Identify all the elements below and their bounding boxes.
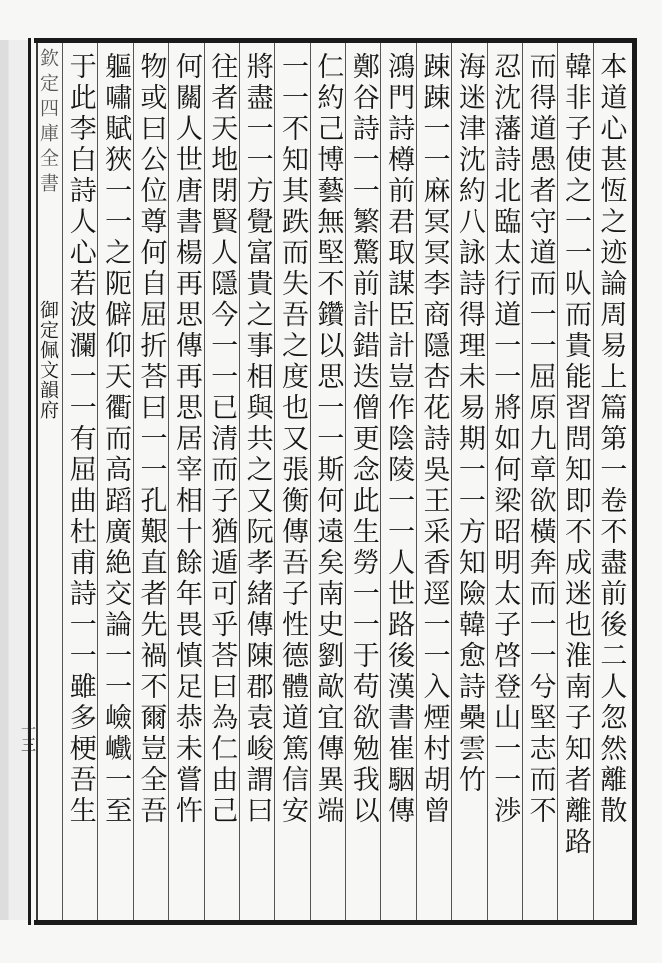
text-column-4: 忍沈藩詩北臨太行道一一將如何梁昭明太子啓登山一一渉	[489, 52, 521, 827]
text-column-11: 將盡一一方覺富貴之事相與共之又阮孝緒傳陳郡袁峻謂曰	[241, 52, 273, 827]
text-column-7: 鴻門詩樽前君取謀臣計豈作陰陵一一人世路後漢書崔駰傳	[383, 52, 415, 827]
margin-book-title: 御定佩文韻府	[37, 300, 59, 420]
column-divider	[62, 43, 63, 920]
text-column-14: 物或曰公位尊何自屈折荅曰一一孔艱直者先禍不爾豈全吾	[135, 52, 167, 827]
text-column-6: 踈踈一一麻冥冥李商隱杏花詩吳王采香逕一一入煙村胡曾	[418, 52, 450, 827]
text-column-10: 一一不知其跌而失吾之度也又張衡傳吾子性德體道篤信安	[276, 52, 308, 827]
page-edge	[0, 40, 28, 920]
margin-top-text: 欽定四庫全書	[37, 48, 59, 198]
text-column-12: 往者天地閉賢人隱今一一已清而子猶遁可乎荅曰為仁由己	[206, 52, 238, 827]
frame-top-border	[34, 38, 636, 43]
text-column-2: 韓非子使之一一㕥而貴能習問知即不成迷也淮南子知者離路	[559, 52, 591, 858]
frame-left-border	[28, 38, 31, 925]
text-column-8: 鄭谷詩一一繁驚前計錯迭僧更念此生勞一一于苟欲勉我以	[347, 52, 379, 827]
page-number: 十三	[19, 722, 37, 752]
frame-right-border	[632, 38, 637, 925]
text-column-15: 軀嘯賦狹一一之阨僻仰天衢而高蹈廣絶交論一一嶮巇一至	[100, 52, 132, 827]
frame-bottom-border	[34, 920, 636, 925]
text-column-16: 于此李白詩人心若波瀾一一有屈曲杜甫詩一一雖多梗吾生	[64, 52, 96, 827]
text-column-13: 何關人世唐書楊再思傳再思居宰相十餘年畏慎足恭未嘗忤	[170, 52, 202, 827]
text-column-1: 本道心甚恆之迹論周易上篇第一卷不盡前後二人忽然離散	[595, 52, 627, 827]
text-column-3: 而得道愚者守道而一一屈原九章欲橫奔而一一兮堅志而不	[524, 52, 556, 827]
text-column-5: 海迷津沈約八詠詩得理未易期一一方知險韓愈詩櫐雲竹	[453, 52, 485, 796]
text-column-9: 仁約己博藝無堅不鑽以思一一斯何遠矣南史劉歊宜傳異端	[312, 52, 344, 827]
